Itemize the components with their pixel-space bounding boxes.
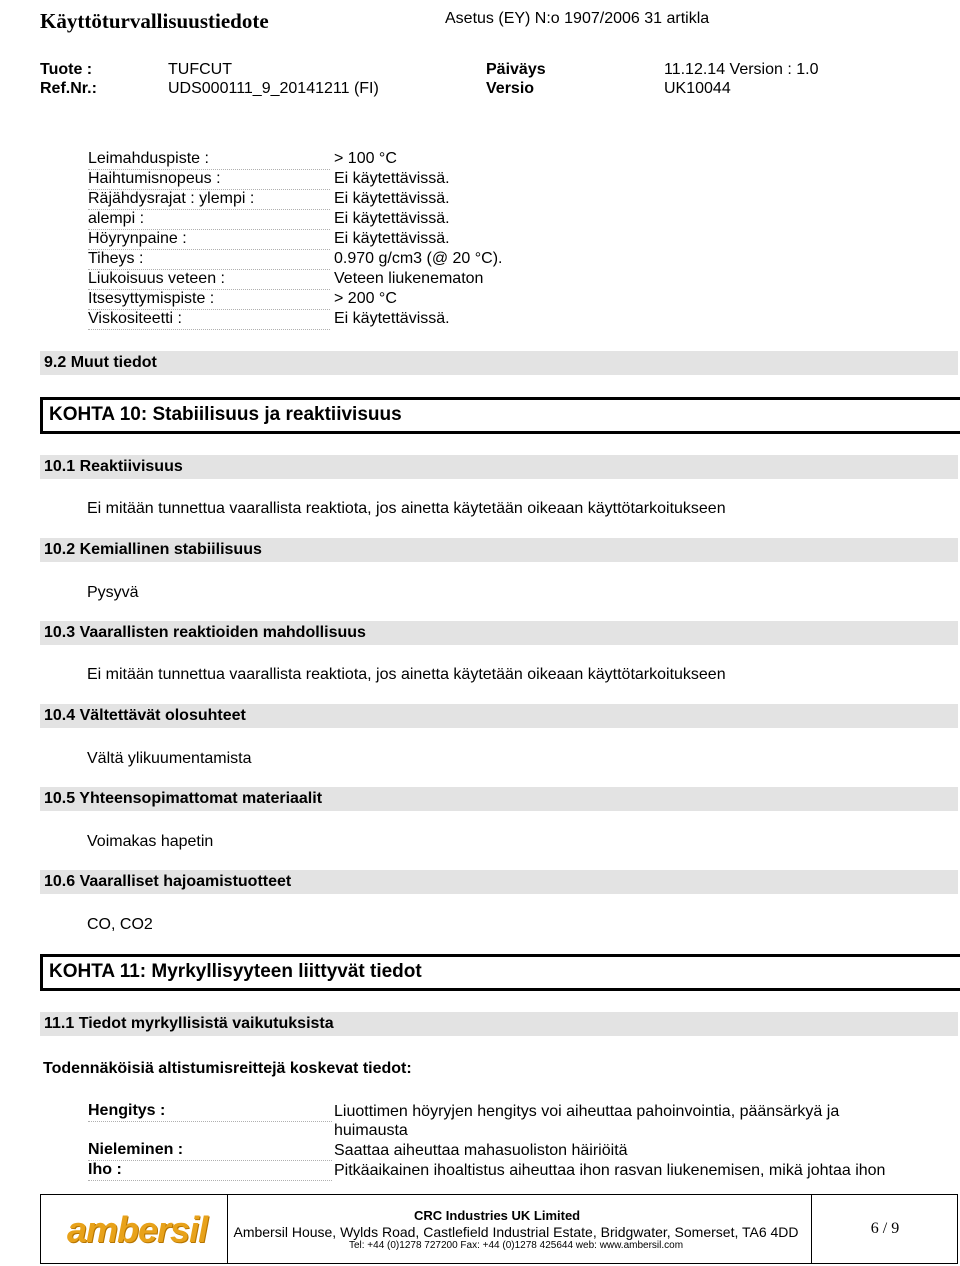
version-value: UK10044 [664, 80, 731, 97]
section-10-4-heading [40, 704, 958, 728]
document-title: Käyttöturvallisuustiedote [40, 9, 269, 33]
logo-cell [41, 1195, 228, 1263]
ambersil-logo: ambersil [67, 1209, 208, 1250]
page-footer [40, 1194, 958, 1264]
section-10-banner: KOHTA 10: Stabiilisuus ja reaktiivisuus [40, 397, 960, 434]
section-10-5-heading [40, 787, 958, 811]
property-value: Ei käytettävissä. [334, 190, 450, 207]
route-value: Liuottimen höyryjen hengitys voi aiheuttaa pahoinvointia, päänsärkyä ja huimausta [334, 1103, 840, 1139]
footer-contact: Tel: +44 (0)1278 727200 Fax: +44 (0)1278 425644 web: www.ambersil.com [348, 1240, 684, 1251]
property-label: Itsesyttymispiste : [88, 290, 330, 310]
property-value: > 200 °C [334, 290, 397, 307]
section-heading-text: 10.6 Vaaralliset hajoamistuotteet [44, 873, 292, 890]
section-9-2-heading [40, 351, 958, 375]
property-value: 0.970 g/cm3 (@ 20 °C). [334, 250, 503, 267]
footer-company: CRC Industries UK Limited [414, 1208, 581, 1223]
property-value: > 100 °C [334, 150, 397, 167]
section-10-6-text: CO, CO2 [87, 916, 153, 933]
section-10-2-text: Pysyvä [87, 584, 139, 601]
footer-address: Ambersil House, Wylds Road, Castlefield Industrial Estate, Bridgwater, Somerset, TA6 4DD [233, 1224, 799, 1240]
section-11-1-heading [40, 1012, 958, 1036]
section-10-1-heading [40, 455, 958, 479]
page-number-cell [811, 1195, 958, 1263]
property-value: Ei käytettävissä. [334, 230, 450, 247]
section-10-5-text: Voimakas hapetin [87, 833, 214, 850]
section-10-3-text: Ei mitään tunnettua vaarallista reaktiota, jos ainetta käytetään oikeaan käyttötarkoitukseen [87, 666, 726, 683]
section-10-3-heading [40, 621, 958, 645]
section-heading-text: 10.1 Reaktiivisuus [44, 458, 183, 475]
section-heading-text: 10.4 Vältettävät olosuhteet [44, 707, 246, 724]
date-label: Päiväys [486, 61, 546, 78]
property-label: Tiheys : [88, 250, 330, 270]
route-value: Saattaa aiheuttaa mahasuoliston häiriöitä [334, 1142, 628, 1159]
date-value: 11.12.14 Version : 1.0 [664, 61, 819, 78]
property-value: Ei käytettävissä. [334, 170, 450, 187]
section-heading-text: 10.3 Vaarallisten reaktioiden mahdollisuus [44, 624, 366, 641]
property-value: Ei käytettävissä. [334, 210, 450, 227]
section-heading-text: 9.2 Muut tiedot [44, 354, 157, 371]
ref-value: UDS000111_9_20141211 (FI) [168, 80, 379, 97]
property-label: alempi : [88, 210, 330, 230]
property-label: Liukoisuus veteen : [88, 270, 330, 290]
route-value: Pitkäaikainen ihoaltistus aiheuttaa ihon rasvan liukenemisen, mikä johtaa ihon [334, 1162, 886, 1179]
route-label: Nieleminen : [88, 1141, 332, 1161]
property-label: Haihtumisnopeus : [88, 170, 330, 190]
regulation-reference: Asetus (EY) N:o 1907/2006 31 artikla [445, 10, 710, 27]
section-heading-text: 11.1 Tiedot myrkyllisistä vaikutuksista [44, 1015, 334, 1032]
property-label: Räjähdysrajat : ylempi : [88, 190, 330, 210]
property-label: Höyrynpaine : [88, 230, 330, 250]
section-10-2-heading [40, 538, 958, 562]
route-label: Iho : [88, 1161, 332, 1181]
section-heading-text: 10.5 Yhteensopimattomat materiaalit [44, 790, 323, 807]
property-label: Leimahduspiste : [88, 150, 330, 170]
section-10-6-heading [40, 870, 958, 894]
property-label: Viskositeetti : [88, 310, 330, 330]
version-label: Versio [486, 80, 535, 97]
page-number: 6 / 9 [870, 1220, 900, 1237]
property-value: Veteen liukenematon [334, 270, 484, 287]
section-11-banner: KOHTA 11: Myrkyllisyyteen liittyvät tiedot [40, 954, 960, 991]
product-label: Tuote : [40, 61, 93, 78]
product-value: TUFCUT [168, 61, 232, 78]
section-10-1-text: Ei mitään tunnettua vaarallista reaktiota, jos ainetta käytetään oikeaan käyttötarkoitukseen [87, 500, 726, 517]
route-label: Hengitys : [88, 1102, 332, 1122]
section-heading-text: 10.2 Kemiallinen stabiilisuus [44, 541, 262, 558]
section-10-4-text: Vältä ylikuumentamista [87, 750, 252, 767]
ref-label: Ref.Nr.: [40, 80, 97, 97]
property-value: Ei käytettävissä. [334, 310, 450, 327]
exposure-routes-heading: Todennäköisiä altistumisreittejä koskevat tiedot: [43, 1060, 412, 1077]
